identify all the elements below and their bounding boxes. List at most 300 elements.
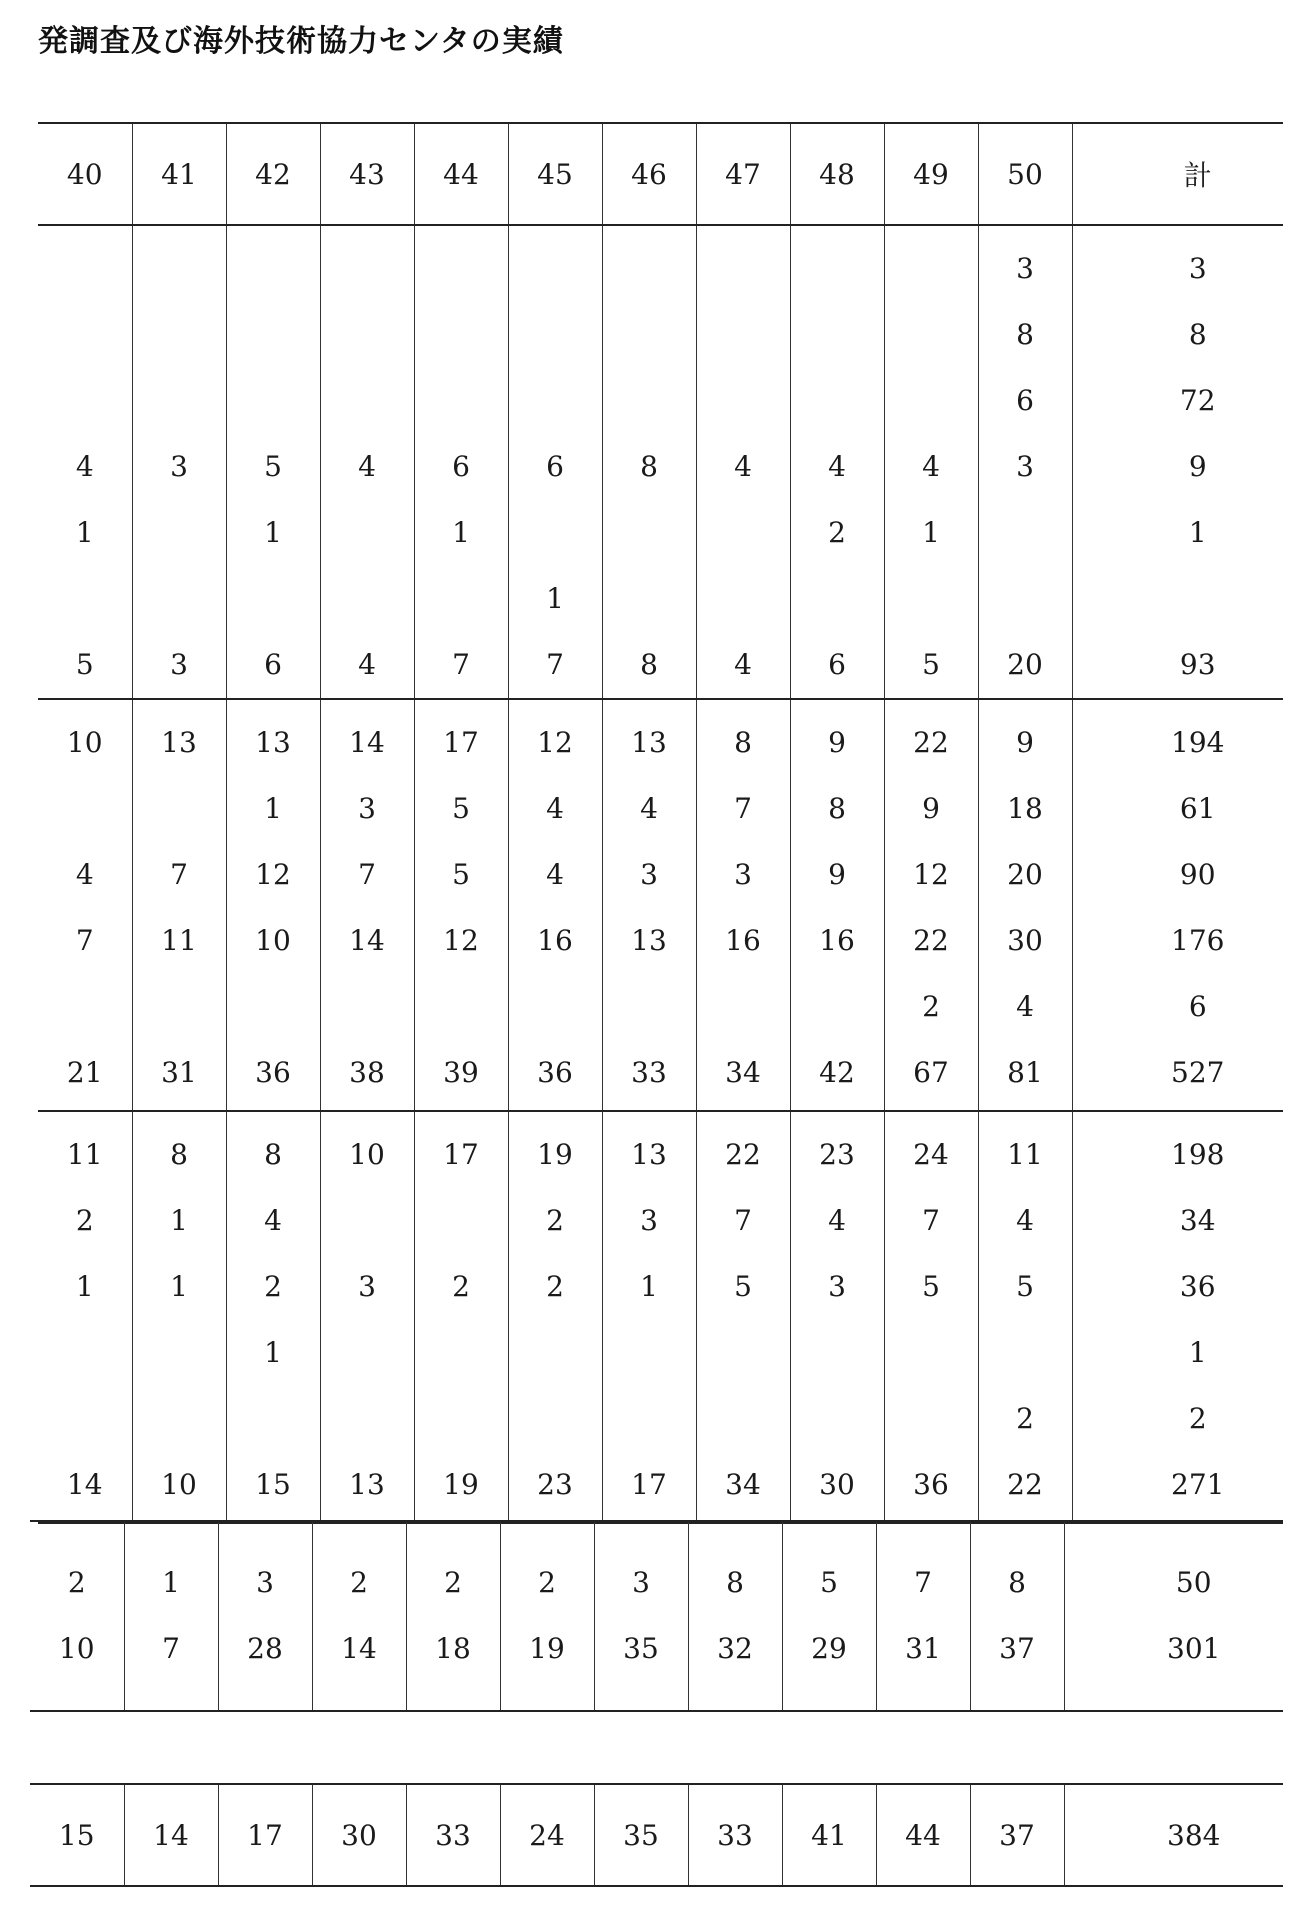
header-row (38, 123, 1283, 225)
cell-value (791, 566, 884, 632)
cell-value: 1 (264, 516, 282, 549)
cell-value: 4 (75, 858, 94, 891)
cell-value: 6 (1016, 384, 1034, 417)
cell-value (133, 1320, 226, 1386)
section3-column (508, 1111, 602, 1523)
table3-cell: 35 (594, 1784, 688, 1886)
cell-value (133, 1386, 226, 1452)
cell-value: 37 (999, 1632, 1035, 1665)
section2-column (414, 699, 508, 1111)
cell-value: 7 (358, 858, 376, 891)
cell-value: 31 (905, 1632, 941, 1665)
cell-value: 5 (734, 1270, 752, 1303)
cell-value: 4 (358, 450, 376, 483)
cell-value (133, 776, 226, 842)
section2-column (320, 699, 414, 1111)
section1-column (508, 225, 602, 699)
cell-value (415, 1386, 508, 1452)
cell-value (38, 302, 132, 368)
cell-value (697, 302, 790, 368)
cell-value: 1 (922, 516, 940, 549)
cell-value: 8 (1016, 318, 1034, 351)
cell-value: 16 (537, 924, 573, 957)
cell-value: 19 (443, 1468, 479, 1501)
cell-value: 527 (1171, 1056, 1225, 1089)
cell-value: 20 (1007, 858, 1043, 891)
cell-value: 2 (264, 1270, 282, 1303)
cell-value: 2 (75, 1204, 94, 1237)
header-cell: 48 (790, 123, 884, 225)
cell-value (38, 368, 132, 434)
cell-value (697, 500, 790, 566)
cell-value: 1 (170, 1204, 188, 1237)
cell-value: 6 (264, 648, 282, 681)
cell-value (415, 1320, 508, 1386)
cell-value: 31 (161, 1056, 197, 1089)
results-table (38, 122, 1283, 1524)
cell-value: 7 (75, 924, 94, 957)
cell-value: 7 (162, 1632, 180, 1665)
table3-cell: 37 (970, 1784, 1064, 1886)
cell-value: 4 (1016, 1204, 1034, 1237)
cell-value: 14 (66, 1468, 103, 1501)
cell-value: 7 (546, 648, 564, 681)
section2-column (38, 699, 132, 1111)
cell-value: 16 (819, 924, 855, 957)
cell-value: 5 (75, 648, 94, 681)
cell-value (791, 1320, 884, 1386)
cell-value: 2 (1016, 1402, 1034, 1435)
cell-value: 3 (1016, 252, 1034, 285)
cell-value: 4 (734, 648, 752, 681)
section3-column (320, 1111, 414, 1523)
cell-value (227, 302, 320, 368)
cell-value: 6 (828, 648, 846, 681)
table2-column (876, 1521, 970, 1711)
cell-value: 3 (358, 792, 376, 825)
section1-column (320, 225, 414, 699)
header-cell: 49 (884, 123, 978, 225)
cell-value: 10 (255, 924, 291, 957)
cell-value: 10 (349, 1138, 385, 1171)
section-3-row (38, 1111, 1283, 1523)
section1-column (414, 225, 508, 699)
table2-column (782, 1521, 876, 1711)
cell-value: 14 (341, 1632, 377, 1665)
cell-value (321, 236, 414, 302)
header-cell: 50 (978, 123, 1072, 225)
cell-value: 35 (623, 1632, 659, 1665)
cell-value (227, 1386, 320, 1452)
cell-value: 5 (922, 648, 940, 681)
cell-value (227, 566, 320, 632)
cell-value: 4 (922, 450, 940, 483)
section2-column (1072, 699, 1283, 1111)
cell-value: 14 (349, 924, 385, 957)
cell-value: 1 (452, 516, 470, 549)
table-3-row (30, 1784, 1283, 1886)
cell-value (697, 368, 790, 434)
cell-value: 2 (67, 1566, 86, 1599)
cell-value: 7 (452, 648, 470, 681)
section3-column (696, 1111, 790, 1523)
cell-value: 12 (443, 924, 479, 957)
cell-value: 2 (546, 1270, 564, 1303)
cell-value (415, 368, 508, 434)
cell-value: 13 (631, 726, 667, 759)
header-cell: 41 (132, 123, 226, 225)
cell-value (885, 236, 978, 302)
cell-value (509, 500, 602, 566)
cell-value: 3 (358, 1270, 376, 1303)
cell-value: 9 (922, 792, 940, 825)
cell-value (509, 368, 602, 434)
cell-value: 8 (170, 1138, 188, 1171)
cell-value: 5 (452, 858, 470, 891)
table2-column (312, 1521, 406, 1711)
cell-value: 10 (58, 1632, 95, 1665)
cell-value: 198 (1171, 1138, 1225, 1171)
cell-value: 5 (452, 792, 470, 825)
cell-value (321, 500, 414, 566)
cell-value: 90 (1179, 858, 1216, 891)
cell-value: 36 (1179, 1270, 1216, 1303)
table3-cell: 14 (124, 1784, 218, 1886)
cell-value: 5 (922, 1270, 940, 1303)
cell-value: 1 (1188, 516, 1207, 549)
section2-column (226, 699, 320, 1111)
cell-value (885, 1386, 978, 1452)
section2-column (696, 699, 790, 1111)
cell-value: 3 (828, 1270, 846, 1303)
section3-column (884, 1111, 978, 1523)
cell-value: 4 (264, 1204, 282, 1237)
cell-value (227, 236, 320, 302)
section3-column (1072, 1111, 1283, 1523)
cell-value: 2 (444, 1566, 462, 1599)
cell-value (791, 236, 884, 302)
cell-value: 2 (1188, 1402, 1207, 1435)
section3-column (132, 1111, 226, 1523)
cell-value: 3 (640, 858, 658, 891)
cell-value (415, 302, 508, 368)
cell-value (791, 368, 884, 434)
cell-value: 6 (1188, 990, 1207, 1023)
cell-value: 12 (255, 858, 291, 891)
cell-value: 3 (1016, 450, 1034, 483)
cell-value: 13 (161, 726, 197, 759)
cell-value: 9 (1016, 726, 1034, 759)
cell-value: 13 (631, 924, 667, 957)
cell-value: 23 (537, 1468, 573, 1501)
table3-cell: 15 (58, 1818, 95, 1852)
cell-value (38, 974, 132, 1040)
table2-column (500, 1521, 594, 1711)
results-table-3 (30, 1783, 1283, 1887)
cell-value: 19 (529, 1632, 565, 1665)
table3-cell: 30 (312, 1784, 406, 1886)
cell-value: 7 (170, 858, 188, 891)
cell-value (38, 776, 132, 842)
cell-value: 5 (264, 450, 282, 483)
table2-column (218, 1521, 312, 1711)
section1-column (884, 225, 978, 699)
table3-cell: 384 (1064, 1784, 1283, 1886)
page-title: 発調査及び海外技術協力センタの実績 (38, 24, 564, 59)
section2-column (884, 699, 978, 1111)
cell-value (697, 566, 790, 632)
section3-column (790, 1111, 884, 1523)
cell-value (509, 302, 602, 368)
header-cell: 42 (226, 123, 320, 225)
table2-column (30, 1521, 124, 1711)
cell-value (38, 1320, 132, 1386)
cell-value: 1 (162, 1566, 180, 1599)
table2-column (124, 1521, 218, 1711)
results-table-2 (30, 1520, 1283, 1712)
cell-value: 22 (913, 924, 949, 957)
section2-column (790, 699, 884, 1111)
cell-value: 7 (914, 1566, 932, 1599)
cell-value: 8 (828, 792, 846, 825)
cell-value: 4 (358, 648, 376, 681)
cell-value (38, 1386, 132, 1452)
cell-value: 16 (725, 924, 761, 957)
header-cell: 46 (602, 123, 696, 225)
cell-value (509, 974, 602, 1040)
cell-value: 42 (819, 1056, 855, 1089)
cell-value: 1 (170, 1270, 188, 1303)
cell-value (603, 974, 696, 1040)
cell-value: 8 (1188, 318, 1207, 351)
section3-column (602, 1111, 696, 1523)
cell-value: 176 (1171, 924, 1225, 957)
cell-value (603, 368, 696, 434)
cell-value (38, 566, 132, 632)
section1-column (790, 225, 884, 699)
cell-value (979, 500, 1072, 566)
cell-value: 50 (1175, 1566, 1212, 1599)
cell-value: 4 (828, 1204, 846, 1237)
cell-value (321, 1188, 414, 1254)
cell-value: 24 (913, 1138, 949, 1171)
cell-value: 11 (161, 924, 197, 957)
cell-value: 9 (828, 858, 846, 891)
cell-value: 2 (452, 1270, 470, 1303)
cell-value: 22 (725, 1138, 761, 1171)
cell-value: 34 (1179, 1204, 1216, 1237)
cell-value: 8 (640, 648, 658, 681)
cell-value (321, 1386, 414, 1452)
cell-value (133, 368, 226, 434)
cell-value: 21 (66, 1056, 103, 1089)
section3-column (978, 1111, 1072, 1523)
cell-value: 3 (734, 858, 752, 891)
cell-value (603, 500, 696, 566)
cell-value (603, 566, 696, 632)
cell-value (321, 302, 414, 368)
table2-column (594, 1521, 688, 1711)
cell-value: 32 (717, 1632, 753, 1665)
header-cell: 40 (66, 157, 103, 191)
cell-value: 22 (913, 726, 949, 759)
cell-value: 2 (828, 516, 846, 549)
cell-value: 13 (349, 1468, 385, 1501)
cell-value: 34 (725, 1056, 761, 1089)
cell-value (227, 368, 320, 434)
cell-value: 7 (734, 792, 752, 825)
cell-value: 61 (1179, 792, 1216, 825)
cell-value (603, 1386, 696, 1452)
cell-value: 1 (640, 1270, 658, 1303)
cell-value (603, 302, 696, 368)
table3-cell: 17 (218, 1784, 312, 1886)
cell-value (133, 302, 226, 368)
table3-cell: 41 (782, 1784, 876, 1886)
cell-value: 8 (726, 1566, 744, 1599)
cell-value (885, 566, 978, 632)
cell-value: 4 (1016, 990, 1034, 1023)
cell-value (321, 368, 414, 434)
cell-value: 11 (1007, 1138, 1043, 1171)
section1-column (226, 225, 320, 699)
header-cell: 44 (414, 123, 508, 225)
cell-value: 301 (1167, 1632, 1221, 1665)
cell-value (885, 368, 978, 434)
cell-value: 8 (1008, 1566, 1026, 1599)
cell-value (415, 236, 508, 302)
cell-value: 3 (632, 1566, 650, 1599)
cell-value: 271 (1171, 1468, 1225, 1501)
cell-value: 3 (640, 1204, 658, 1237)
cell-value: 33 (631, 1056, 667, 1089)
cell-value: 2 (350, 1566, 368, 1599)
cell-value: 4 (546, 792, 564, 825)
cell-value (697, 1320, 790, 1386)
section1-column (1072, 225, 1283, 699)
cell-value: 5 (820, 1566, 838, 1599)
cell-value: 19 (537, 1138, 573, 1171)
cell-value (133, 500, 226, 566)
cell-value: 8 (264, 1138, 282, 1171)
section1-column (602, 225, 696, 699)
cell-value: 93 (1179, 648, 1216, 681)
cell-value: 17 (631, 1468, 667, 1501)
cell-value (509, 1320, 602, 1386)
cell-value (133, 236, 226, 302)
cell-value: 3 (1188, 252, 1207, 285)
cell-value (415, 566, 508, 632)
cell-value: 4 (546, 858, 564, 891)
section-1-row (38, 225, 1283, 699)
cell-value: 3 (256, 1566, 274, 1599)
cell-value: 5 (1016, 1270, 1034, 1303)
cell-value: 9 (828, 726, 846, 759)
table3-cell: 44 (876, 1784, 970, 1886)
cell-value: 2 (922, 990, 940, 1023)
table3-cell: 33 (688, 1784, 782, 1886)
cell-value: 6 (546, 450, 564, 483)
cell-value: 1 (546, 582, 564, 615)
cell-value (133, 974, 226, 1040)
cell-value (791, 302, 884, 368)
cell-value (697, 974, 790, 1040)
cell-value: 29 (811, 1632, 847, 1665)
cell-value (415, 1188, 508, 1254)
cell-value: 9 (1188, 450, 1207, 483)
cell-value (321, 974, 414, 1040)
cell-value: 3 (170, 648, 188, 681)
cell-value: 39 (443, 1056, 479, 1089)
cell-value: 8 (640, 450, 658, 483)
cell-value: 81 (1007, 1056, 1043, 1089)
cell-value: 36 (255, 1056, 291, 1089)
section1-column (38, 225, 132, 699)
cell-value: 34 (725, 1468, 761, 1501)
cell-value (791, 974, 884, 1040)
cell-value: 6 (452, 450, 470, 483)
cell-value: 30 (819, 1468, 855, 1501)
cell-value: 4 (75, 450, 94, 483)
cell-value: 1 (75, 516, 94, 549)
section1-column (696, 225, 790, 699)
cell-value: 72 (1179, 384, 1216, 417)
section2-column (978, 699, 1072, 1111)
cell-value (791, 1386, 884, 1452)
cell-value (697, 236, 790, 302)
cell-value (697, 1386, 790, 1452)
section2-column (132, 699, 226, 1111)
cell-value: 15 (255, 1468, 291, 1501)
cell-value: 13 (255, 726, 291, 759)
section2-column (602, 699, 696, 1111)
section-2-row (38, 699, 1283, 1111)
cell-value: 11 (66, 1138, 103, 1171)
cell-value (38, 236, 132, 302)
cell-value: 10 (161, 1468, 197, 1501)
cell-value: 194 (1171, 726, 1225, 759)
cell-value (509, 1386, 602, 1452)
header-cell: 45 (508, 123, 602, 225)
cell-value: 18 (435, 1632, 471, 1665)
cell-value (885, 302, 978, 368)
cell-value: 1 (264, 792, 282, 825)
cell-value: 4 (640, 792, 658, 825)
cell-value: 17 (443, 1138, 479, 1171)
cell-value: 17 (443, 726, 479, 759)
header-cell: 43 (320, 123, 414, 225)
cell-value (979, 1320, 1072, 1386)
cell-value: 23 (819, 1138, 855, 1171)
cell-value: 18 (1007, 792, 1043, 825)
cell-value (885, 1320, 978, 1386)
cell-value (227, 974, 320, 1040)
cell-value: 1 (75, 1270, 94, 1303)
cell-value (321, 566, 414, 632)
cell-value: 38 (349, 1056, 385, 1089)
cell-value: 14 (349, 726, 385, 759)
cell-value: 3 (170, 450, 188, 483)
table3-cell: 24 (500, 1784, 594, 1886)
cell-value: 36 (913, 1468, 949, 1501)
cell-value: 22 (1007, 1468, 1043, 1501)
cell-value: 20 (1007, 648, 1043, 681)
cell-value (133, 566, 226, 632)
header-cell: 47 (696, 123, 790, 225)
cell-value: 36 (537, 1056, 573, 1089)
cell-value: 2 (538, 1566, 556, 1599)
cell-value (979, 566, 1072, 632)
